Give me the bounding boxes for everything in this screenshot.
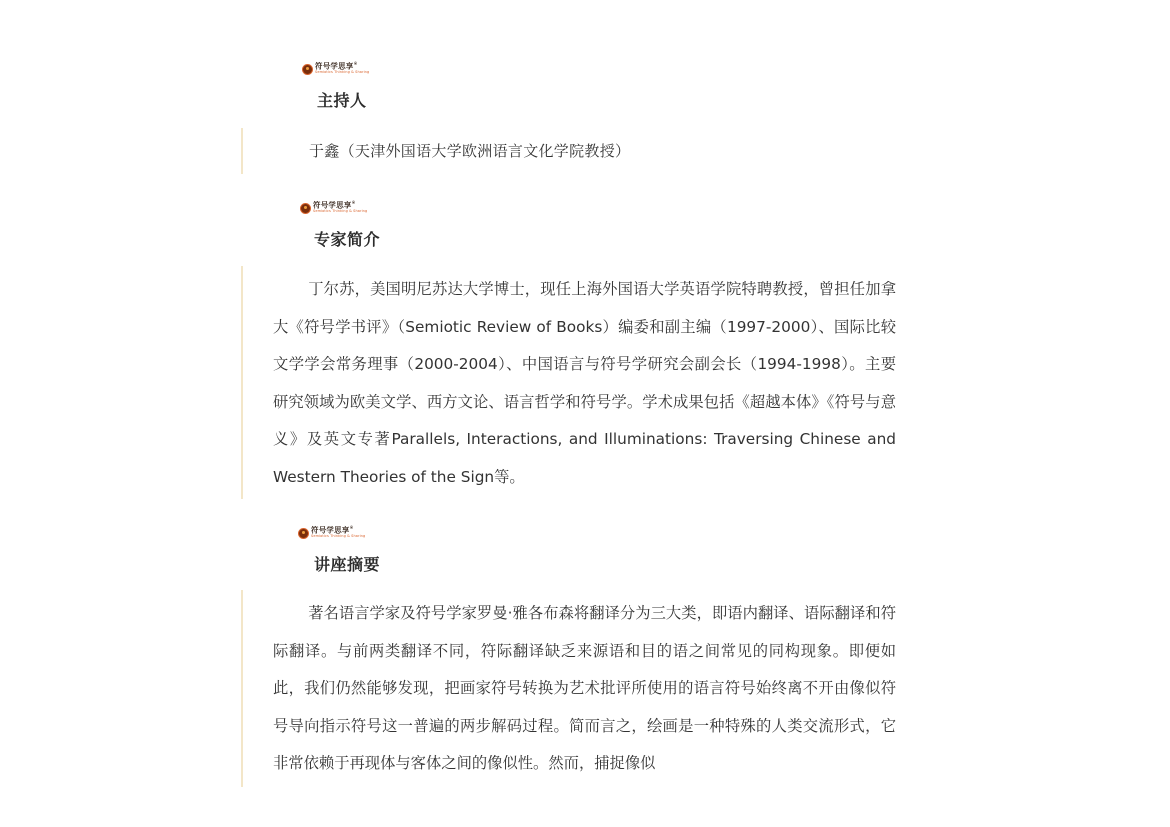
- logo-subtitle: Semiotics Thinking & Sharing: [311, 534, 366, 538]
- brand-logo: [302, 62, 369, 75]
- logo-emblem-icon: [300, 203, 311, 214]
- quote-bar: [241, 590, 243, 787]
- logo-title: 符号学思享: [311, 525, 350, 535]
- quote-bar: [241, 266, 243, 499]
- logo-emblem-icon: [302, 64, 313, 75]
- registered-mark: ®: [351, 200, 356, 205]
- brand-logo: [300, 201, 367, 214]
- section-heading-abstract: 讲座摘要: [314, 555, 381, 574]
- section-heading-expert: 专家简介: [314, 230, 381, 249]
- logo-title: 符号学思享: [313, 200, 352, 210]
- host-text: 于鑫（天津外国语大学欧洲语言文化学院教授）: [309, 142, 631, 160]
- logo-subtitle: Semiotics Thinking & Sharing: [313, 209, 368, 213]
- logo-subtitle: Semiotics Thinking & Sharing: [315, 70, 370, 74]
- registered-mark: ®: [353, 61, 358, 66]
- section-heading-host: 主持人: [317, 91, 367, 110]
- logo-title: 符号学思享: [315, 61, 354, 71]
- expert-bio-paragraph: 丁尔苏，美国明尼苏达大学博士，现任上海外国语大学英语学院特聘教授，曾担任加拿大《符号学书评》（Semiotic Review of Books）编委和副主编（1997-2000）、国际比较文学学会常务理事（2000-2004）、中国语言与符号学研究会副会长（1994-1998）。主要研究领域为欧美文学、西方文论、语言哲学和符号学。学术成果包括《超越本体》《符号与意义》及英文专著Parallels, Interactions, and Illuminations: Traversing Chinese and Western Theories of the Sign等。: [273, 280, 896, 486]
- quote-bar: [241, 128, 243, 174]
- brand-logo: [298, 526, 365, 539]
- registered-mark: ®: [349, 525, 354, 530]
- abstract-paragraph: 著名语言学家及符号学家罗曼·雅各布森将翻译分为三大类，即语内翻译、语际翻译和符际翻译。与前两类翻译不同，符际翻译缺乏来源语和目的语之间常见的同构现象。即便如此，我们仍然能够发现，把画家符号转换为艺术批评所使用的语言符号始终离不开由像似符号导向指示符号这一普遍的两步解码过程。简而言之，绘画是一种特殊的人类交流形式，它非常依赖于再现体与客体之间的像似性。然而，捕捉像似: [273, 604, 896, 772]
- logo-emblem-icon: [298, 528, 309, 539]
